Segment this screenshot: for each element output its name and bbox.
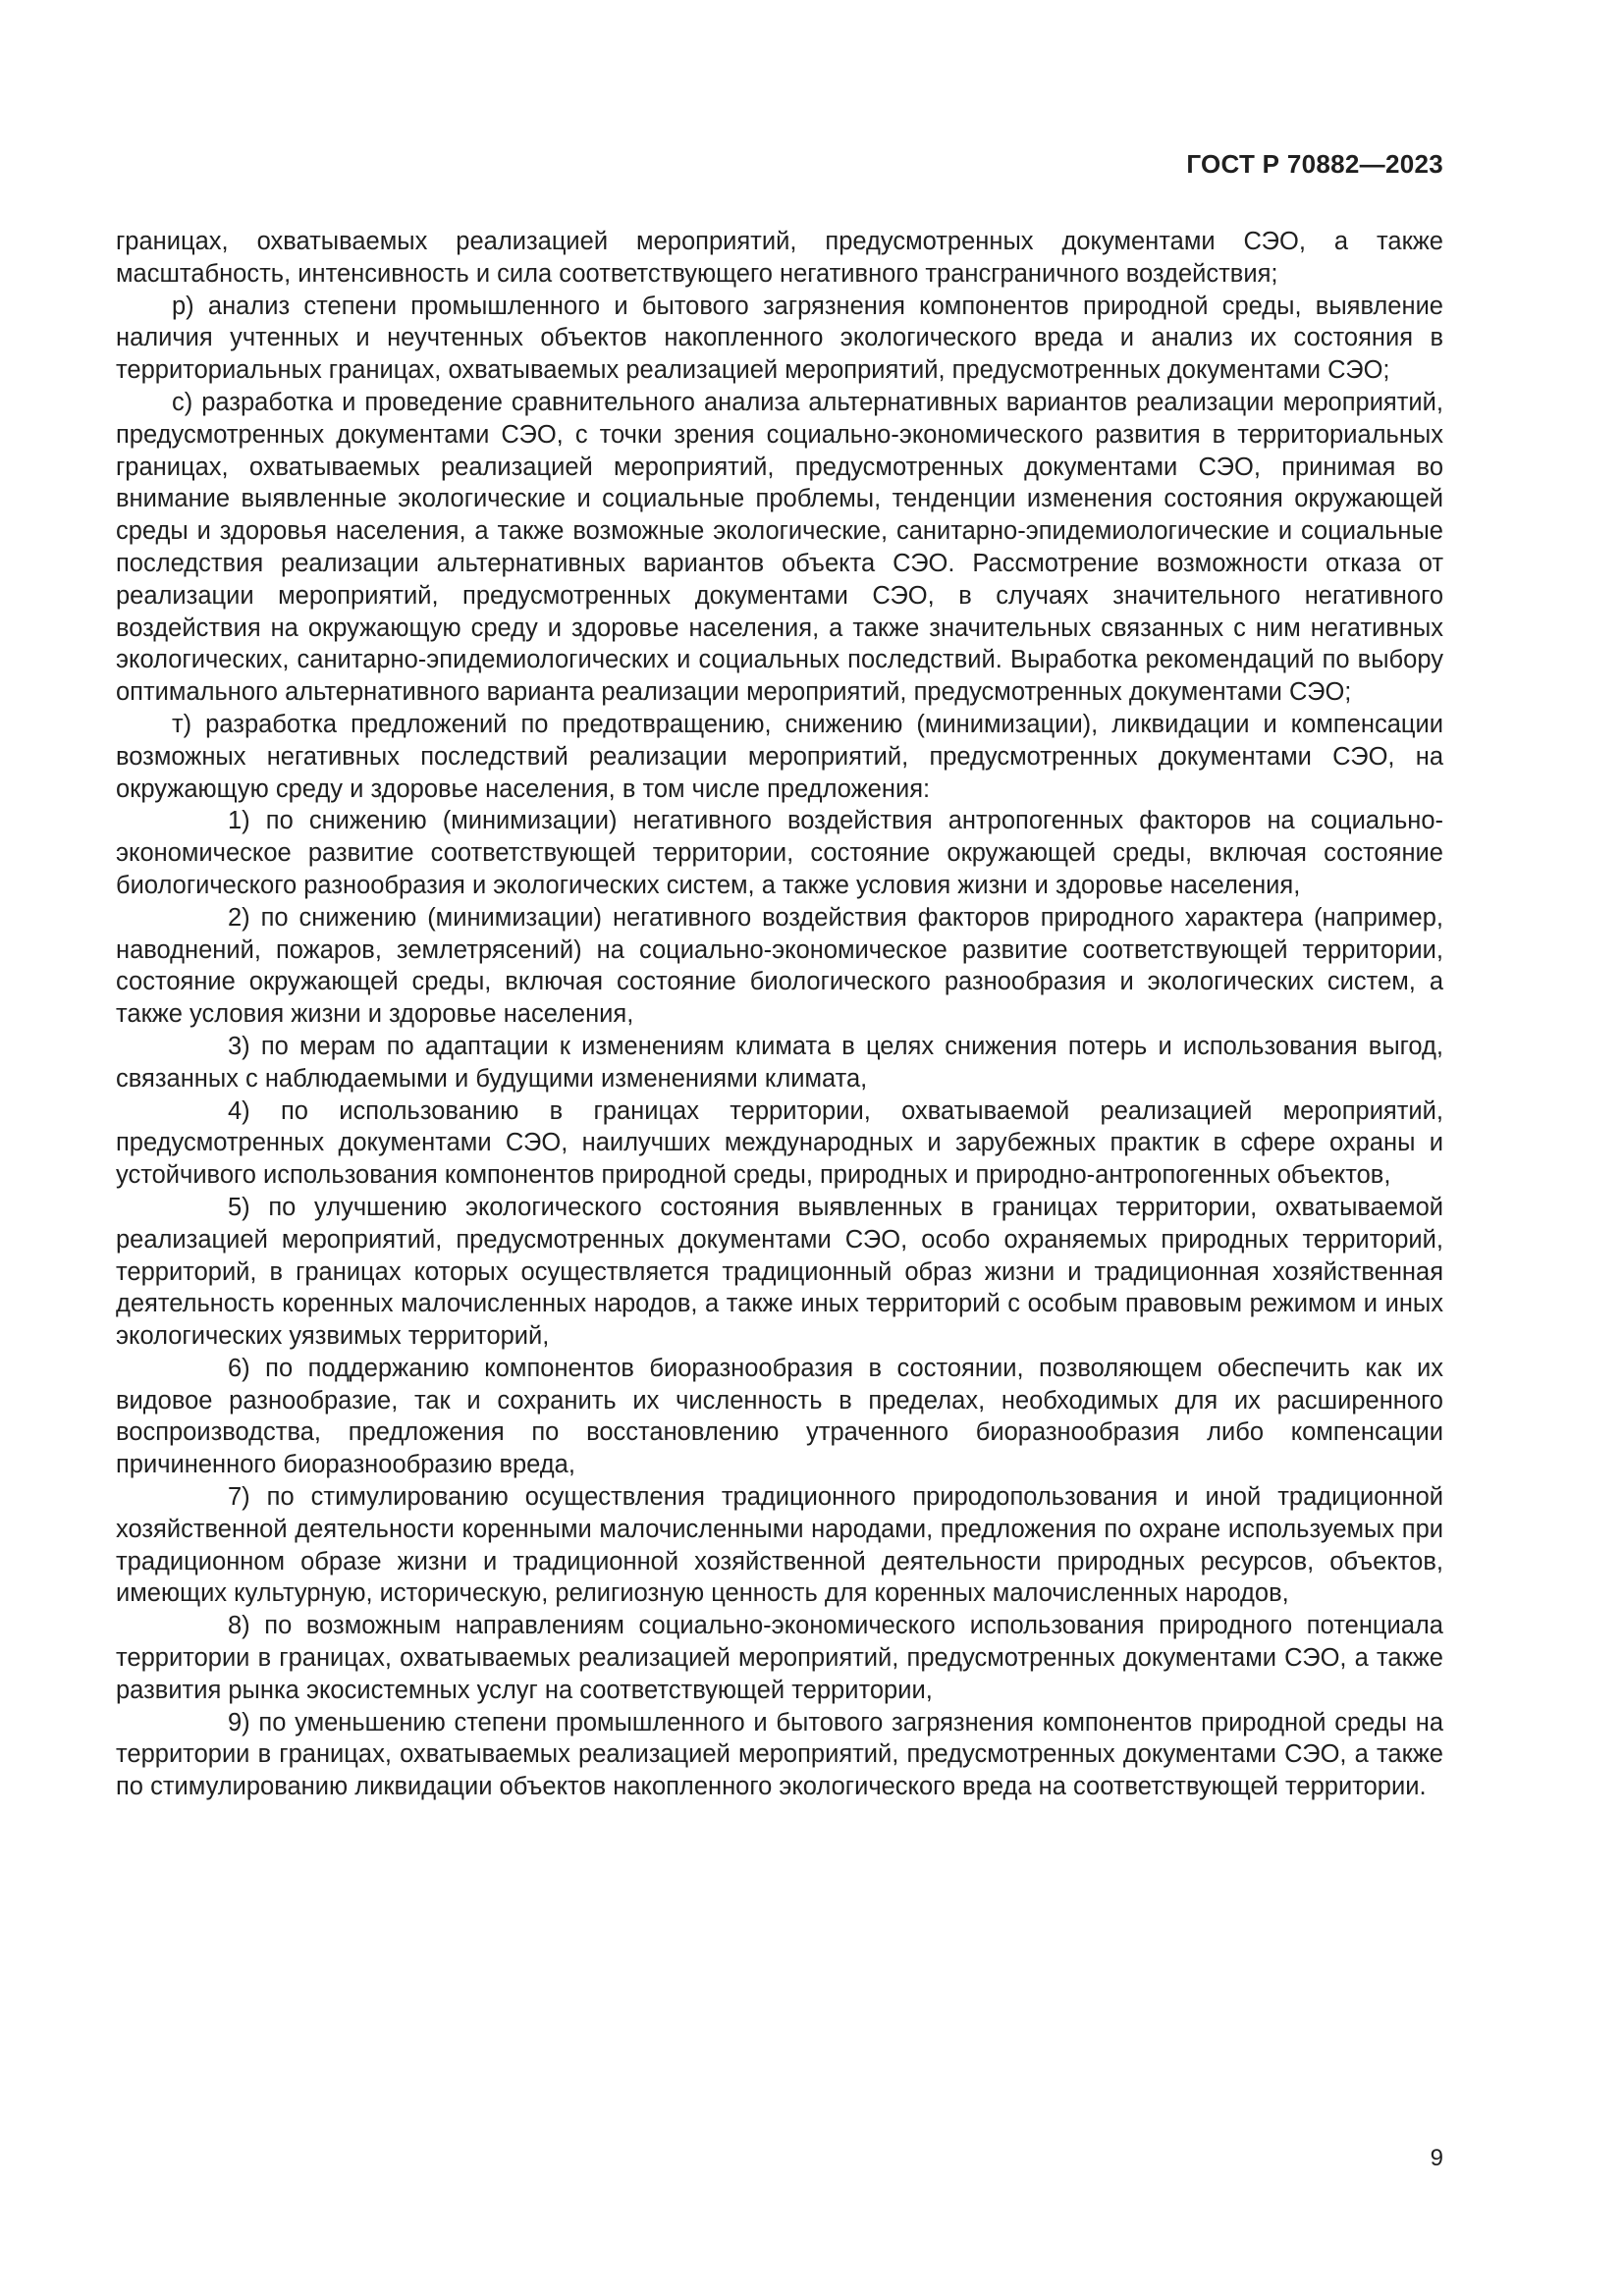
subitem-5: 5) по улучшению экологического состояния выявленных в границах территории, охватываемой реализацией мероприятий, предусмотренных документами СЭО, особо охраняемых природных территорий, территорий, в границах которых осуществляется традиционный образ жизни и традиционная хозяйственная деятельность коренных малочисленных народов, а также иных территорий с особым правовым режимом и иных экологических уязвимых территорий, [116, 1193, 1443, 1351]
paragraph-item-r: р) анализ степени промышленного и бытового загрязнения компонентов природной среды, выявление наличия учтенных и неучтенных объектов накопленного экологического вреда и анализ их состояния в территориальных границах, охватываемых реализацией мероприятий, предусмотренных документами СЭО; [116, 292, 1443, 385]
subitem-1: 1) по снижению (минимизации) негативного воздействия антропогенных факторов на социально-экономическое развитие соответствующей территории, состояние окружающей среды, включая состояние биологического разнообразия и экологических систем, а также условия жизни и здоровье населения, [116, 807, 1443, 899]
subitem-9: 9) по уменьшению степени промышленного и бытового загрязнения компонентов природной среды на территории в границах, охватываемых реализацией мероприятий, предусмотренных документами СЭО, а также по стимулированию ликвидации объектов накопленного экологического вреда на соответствующей территории. [116, 1708, 1443, 1801]
subitem-8: 8) по возможным направлениям социально-экономического использования природного потенциала территории в границах, охватываемых реализацией мероприятий, предусмотренных документами СЭО, а также развития рынка экосистемных услуг на соответствующей территории, [116, 1612, 1443, 1704]
page-number: 9 [1430, 2145, 1443, 2171]
subitem-3: 3) по мерам по адаптации к изменениям климата в целях снижения потерь и использования выгод, связанных с наблюдаемыми и будущими изменениями климата, [116, 1032, 1443, 1093]
paragraph-continuation: границах, охватываемых реализацией мероприятий, предусмотренных документами СЭО, а также масштабность, интенсивность и сила соответствующего негативного трансграничного воздействия; [116, 228, 1443, 288]
document-header: ГОСТ Р 70882—2023 [1186, 149, 1443, 179]
paragraph-item-s: с) разработка и проведение сравнительного анализа альтернативных вариантов реализации мероприятий, предусмотренных документами СЭО, с точки зрения социально-экономического развития в территориальных границах, охватываемых реализацией мероприятий, предусмотренных документами СЭО, принимая во внимание выявленные экологические и социальные проблемы, тенденции изменения состояния окружающей среды и здоровья населения, а также возможные экологические, санитарно-эпидемиологические и социальные последствия реализации альтернативных вариантов объекта СЭО. Рассмотрение возможности отказа от реализации мероприятий, предусмотренных документами СЭО, в случаях значительного негативного воздействия на окружающую среду и здоровье населения, а также значительных связанных с ним негативных экологических, санитарно-эпидемиологических и социальных последствий. Выработка рекомендаций по выбору оптимального альтернативного варианта реализации мероприятий, предусмотренных документами СЭО; [116, 388, 1443, 707]
subitem-7: 7) по стимулированию осуществления традиционного природопользования и иной традиционной хозяйственной деятельности коренными малочисленными народами, предложения по охране используемых при традиционном образе жизни и традиционной хозяйственной деятельности природных ресурсов, объектов, имеющих культурную, историческую, религиозную ценность для коренных малочисленных народов, [116, 1483, 1443, 1608]
document-body [116, 226, 1443, 1803]
subitem-2: 2) по снижению (минимизации) негативного воздействия факторов природного характера (например, наводнений, пожаров, землетрясений) на социально-экономическое развитие соответствующей территории, состояние окружающей среды, включая состояние биологического разнообразия и экологических систем, а также условия жизни и здоровье населения, [116, 903, 1443, 1029]
subitem-4: 4) по использованию в границах территории, охватываемой реализацией мероприятий, предусмотренных документами СЭО, наилучших международных и зарубежных практик в сфере охраны и устойчивого использования компонентов природной среды, природных и природно-антропогенных объектов, [116, 1096, 1443, 1190]
subitem-6: 6) по поддержанию компонентов биоразнообразия в состоянии, позволяющем обеспечить как их видовое разнообразие, так и сохранить их численность в пределах, необходимых для их расширенного воспроизводства, предложения по восстановлению утраченного биоразнообразия либо компенсации причиненного биоразнообразию вреда, [116, 1354, 1443, 1479]
paragraph-item-t: т) разработка предложений по предотвращению, снижению (минимизации), ликвидации и компенсации возможных негативных последствий реализации мероприятий, предусмотренных документами СЭО, на окружающую среду и здоровье населения, в том числе предложения: [116, 710, 1443, 803]
